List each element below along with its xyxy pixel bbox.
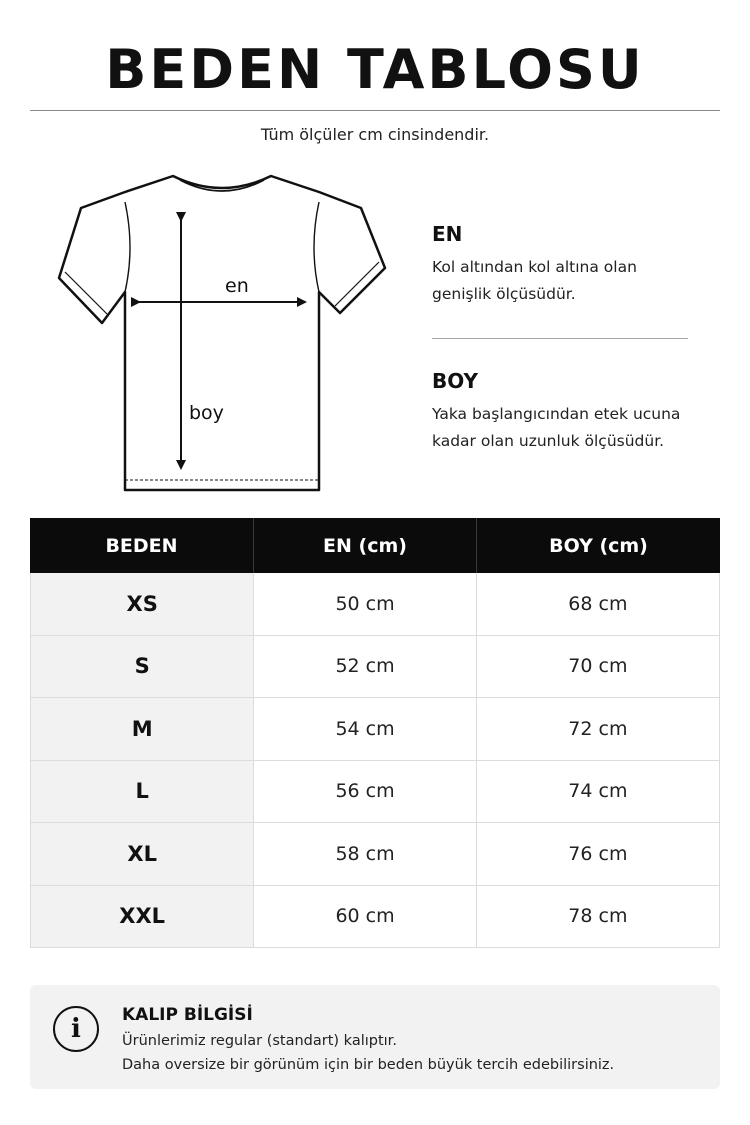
width-cell: 56 cm [254, 761, 476, 823]
page-title: BEDEN TABLOSU [105, 38, 645, 101]
width-cell: 50 cm [254, 573, 476, 635]
table-header [30, 518, 720, 573]
info-circle-icon: i [53, 1006, 99, 1052]
fit-info-box [30, 985, 720, 1089]
size-cell: L [31, 761, 254, 823]
fit-info-line: Ürünlerimiz regular (standart) kalıptır. [122, 1033, 397, 1049]
length-cell: 78 cm [568, 905, 628, 928]
width-cell: 58 cm [254, 823, 476, 885]
fit-info-line: Daha oversize bir görünüm için bir beden büyük tercih edebilirsiniz. [122, 1057, 615, 1073]
fit-info-title: KALIP BİLGİSİ [122, 1005, 253, 1025]
definition-line: Kol altından kol altına olan [432, 258, 637, 276]
width-label: en [225, 275, 249, 297]
length-cell: 68 cm [568, 592, 628, 615]
definition-line: Yaka başlangıcından etek ucuna [432, 405, 681, 423]
size-cell: M [31, 698, 254, 760]
definition-line: genişlik ölçüsüdür. [432, 285, 576, 303]
definition-divider [432, 338, 688, 339]
size-cell: S [31, 636, 254, 698]
title-divider [30, 110, 720, 111]
measurement-definitions [432, 222, 692, 455]
definition-line: kadar olan uzunluk ölçüsüdür. [432, 432, 665, 450]
size-cell: XL [31, 823, 254, 885]
table-row [31, 636, 719, 699]
definition-en [432, 222, 692, 308]
table-row [31, 573, 719, 636]
definition-title: EN [432, 222, 463, 246]
table-row [31, 698, 719, 761]
size-cell: XS [31, 573, 254, 635]
width-cell: 54 cm [254, 698, 476, 760]
table-row [31, 823, 719, 886]
table-body [30, 573, 720, 948]
tshirt-diagram [55, 168, 395, 498]
length-cell: 74 cm [568, 780, 628, 803]
length-label: boy [189, 402, 224, 424]
length-cell: 76 cm [568, 842, 628, 865]
tshirt-icon [55, 168, 395, 498]
table-row [31, 886, 719, 949]
size-cell: XXL [31, 886, 254, 948]
column-header-width: EN (cm) [254, 518, 477, 573]
length-cell: 72 cm [568, 717, 628, 740]
column-header-size: BEDEN [30, 518, 254, 573]
page-subtitle: Tüm ölçüler cm cinsindendir. [260, 125, 490, 144]
column-header-length: BOY (cm) [549, 534, 648, 557]
width-cell: 60 cm [254, 886, 476, 948]
width-cell: 52 cm [254, 636, 476, 698]
definition-title: BOY [432, 369, 479, 393]
table-row [31, 761, 719, 824]
definition-boy [432, 369, 692, 455]
size-table [30, 518, 720, 948]
length-cell: 70 cm [568, 655, 628, 678]
